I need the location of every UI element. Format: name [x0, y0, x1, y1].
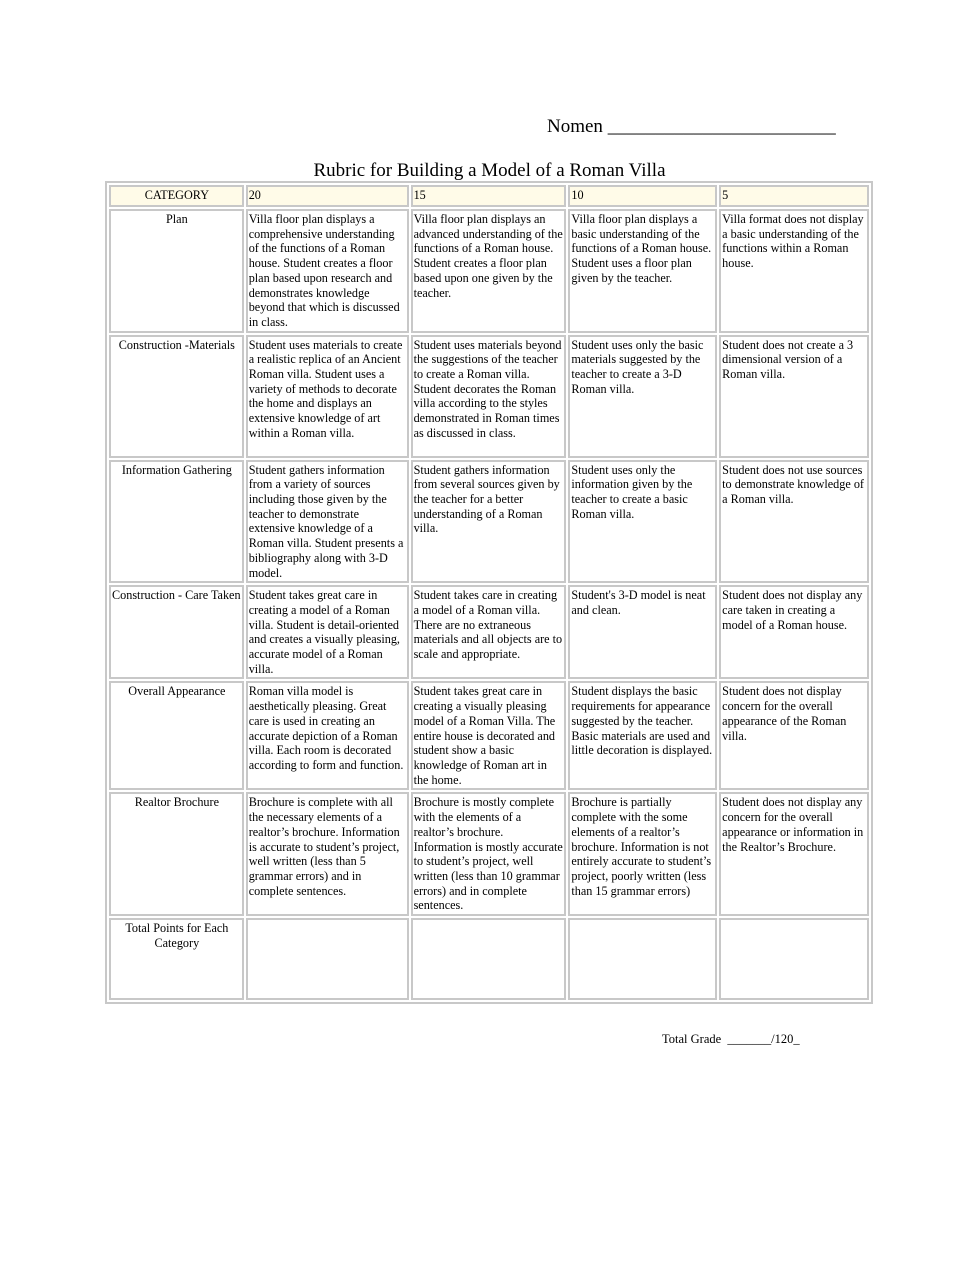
header-score-15: 15 — [411, 185, 567, 207]
rubric-table — [105, 181, 873, 1004]
rubric-cell: Student takes great care in creating a model of a Roman villa. Student is detail-oriented and creates a visually pleasing, accurate model of a Roman villa. — [246, 585, 409, 679]
table-header-row — [109, 185, 869, 207]
points-cell[interactable] — [411, 918, 567, 1000]
header-score-10: 10 — [568, 185, 717, 207]
points-cell[interactable] — [246, 918, 409, 1000]
rubric-cell: Student uses only the basic materials suggested by the teacher to create a 3-D Roman villa. — [568, 335, 717, 458]
rubric-cell: Brochure is mostly complete with the elements of a realtor’s brochure. Information is mostly accurate to student’s project, well written (less than 10 grammar errors) and in complete sentences. — [411, 792, 567, 916]
student-name-line — [547, 116, 836, 138]
rubric-cell: Student uses materials to create a realistic replica of an Ancient Roman villa. Student uses a variety of methods to decorate the home and displays an extensive knowledge of art within a Roman villa. — [246, 335, 409, 458]
table-row — [109, 681, 869, 790]
rubric-cell: Student does not display any concern for the overall appearance or information in the Realtor’s Brochure. — [719, 792, 869, 916]
row-category: Construction -Materials — [109, 335, 244, 458]
rubric-cell: Brochure is complete with all the necessary elements of a realtor’s brochure. Information is accurate to student’s project, well written (less than 5 grammar errors) and in complete sentences. — [246, 792, 409, 916]
header-category: CATEGORY — [109, 185, 244, 207]
table-row — [109, 918, 869, 1000]
rubric-cell: Student does not create a 3 dimensional version of a Roman villa. — [719, 335, 869, 458]
points-cell[interactable] — [568, 918, 717, 1000]
header-score-5: 5 — [719, 185, 869, 207]
header-score-20: 20 — [246, 185, 409, 207]
rubric-cell: Brochure is partially complete with the some elements of a realtor’s brochure. Information is not entirely accurate to student’s project, poorly written (less than 15 grammar errors) — [568, 792, 717, 916]
table-row — [109, 792, 869, 916]
rubric-cell: Villa floor plan displays an advanced understanding of the functions of a Roman house. Student creates a floor plan based upon one given by the teacher. — [411, 209, 567, 333]
table-row — [109, 209, 869, 333]
row-category: Total Points for Each Category — [109, 918, 244, 1000]
table-row — [109, 335, 869, 458]
rubric-cell: Student gathers information from a variety of sources including those given by the teacher to demonstrate extensive knowledge of a Roman villa. Student presents a bibliography along with 3-D model. — [246, 460, 409, 584]
rubric-cell: Student does not display any care taken in creating a model of a Roman house. — [719, 585, 869, 679]
rubric-cell: Student gathers information from several sources given by the teacher for a better understanding of a Roman villa. — [411, 460, 567, 584]
page-title: Rubric for Building a Model of a Roman Villa — [313, 160, 666, 181]
rubric-cell: Roman villa model is aesthetically pleasing. Great care is used in creating an accurate depiction of a Roman villa. Each room is decorated according to form and function. — [246, 681, 409, 790]
nomen-blank: ________________________ — [607, 116, 836, 137]
rubric-cell: Student uses materials beyond the suggestions of the teacher to create a Roman villa. Student decorates the Roman villa according to the styles demonstrated in Roman times as discussed in class. — [411, 335, 567, 458]
nomen-label: Nomen — [547, 116, 603, 137]
rubric-cell: Student takes great care in creating a visually pleasing model of a Roman Villa. The entire house is decorated and student show a basic knowledge of Roman art in the home. — [411, 681, 567, 790]
rubric-cell: Student takes care in creating a model of a Roman villa. There are no extraneous materials and all objects are to scale and appropriate. — [411, 585, 567, 679]
row-category: Information Gathering — [109, 460, 244, 584]
rubric-cell: Villa format does not display a basic understanding of the functions within a Roman house. — [719, 209, 869, 333]
points-cell[interactable] — [719, 918, 869, 1000]
row-category: Overall Appearance — [109, 681, 244, 790]
row-category: Realtor Brochure — [109, 792, 244, 916]
table-row — [109, 585, 869, 679]
rubric-cell: Student does not use sources to demonstrate knowledge of a Roman villa. — [719, 460, 869, 584]
rubric-cell: Student displays the basic requirements for appearance suggested by the teacher. Basic materials are used and little decoration is displayed. — [568, 681, 717, 790]
row-category: Construction - Care Taken — [109, 585, 244, 679]
table-row — [109, 460, 869, 584]
total-grade: Total Grade _______/120_ — [662, 1032, 800, 1046]
rubric-cell: Villa floor plan displays a comprehensive understanding of the functions of a Roman house. Student creates a floor plan based upon research and demonstrates knowledge beyond that which is discussed in class. — [246, 209, 409, 333]
rubric-cell: Student's 3-D model is neat and clean. — [568, 585, 717, 679]
row-category: Plan — [109, 209, 244, 333]
rubric-cell: Villa floor plan displays a basic understanding of the functions of a Roman house. Student uses a floor plan given by the teacher. — [568, 209, 717, 333]
rubric-cell: Student uses only the information given by the teacher to create a basic Roman villa. — [568, 460, 717, 584]
rubric-cell: Student does not display concern for the overall appearance of the Roman villa. — [719, 681, 869, 790]
